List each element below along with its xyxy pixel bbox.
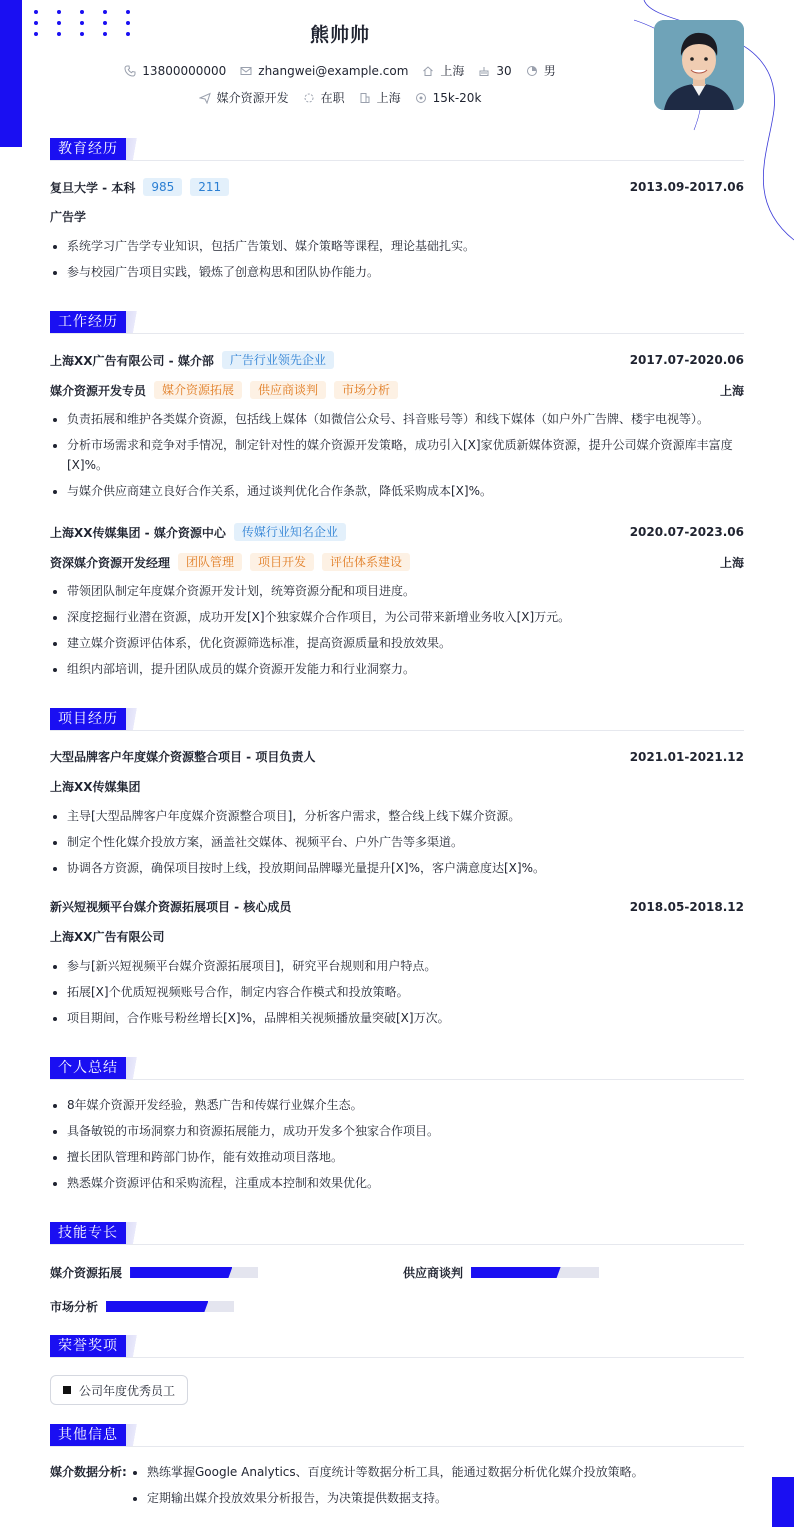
email-text: zhangwei@example.com [258, 63, 409, 78]
job-period: 2017.07-2020.06 [629, 353, 744, 367]
age-item [478, 64, 511, 78]
section-title [50, 138, 744, 160]
project-period: 2021.01-2021.12 [629, 749, 744, 764]
phone-text: 13800000000 [142, 63, 227, 78]
skill-name: 媒介资源拓展 [50, 1266, 123, 1280]
job-period: 2020.07-2023.06 [629, 525, 744, 539]
skills-section [50, 1222, 744, 1314]
building-icon [359, 92, 371, 104]
list-item: 负责拓展和维护各类媒介资源，包括线上媒体（如微信公众号、抖音账号等）和线下媒体（如户外广告牌、楼宇电视等）。 [50, 409, 744, 429]
cake-icon [478, 65, 490, 77]
project-header-row [50, 898, 744, 915]
target-city-text: 上海 [376, 91, 401, 105]
list-item: 组织内部培训，提升团队成员的媒介资源开发能力和行业洞察力。 [50, 659, 744, 679]
status-text: 在职 [320, 91, 345, 105]
work-section [50, 311, 744, 676]
list-item: 参与[新兴短视频平台媒介资源拓展项目]，研究平台规则和用户特点。 [50, 956, 744, 976]
contact-row [0, 62, 680, 79]
section-title [50, 708, 744, 730]
skill-name: 市场分析 [50, 1300, 99, 1314]
section-title [50, 1335, 744, 1357]
section-title-label: 技能专长 [50, 1222, 126, 1244]
candidate-name: 熊帅帅 [309, 24, 370, 46]
target-city-item [359, 89, 401, 106]
gender-icon [526, 65, 538, 77]
project-org: 上海XX传媒集团 [50, 780, 141, 794]
list-item: 分析市场需求和竞争对手情况，制定针对性的媒介资源开发策略，成功引入[X]家优质新媒体资源，提升公司媒介资源库丰富度[X]%。 [50, 435, 744, 475]
job-target-text: 媒介资源开发 [216, 91, 289, 105]
resume-header [0, 0, 794, 125]
list-item: 系统学习广告学专业知识，包括广告策划、媒介策略等课程，理论基础扎实。 [50, 236, 744, 256]
skill-bar-fill [471, 1267, 561, 1278]
role-tag: 评估体系建设 [322, 553, 410, 571]
list-item: 制定个性化媒介投放方案，涵盖社交媒体、视频平台、户外广告等多渠道。 [50, 832, 744, 852]
project-name: 大型品牌客户年度媒介资源整合项目 - 项目负责人 [50, 750, 316, 764]
skill-bar [130, 1267, 258, 1278]
list-item: 具备敏锐的市场洞察力和资源拓展能力，成功开发多个独家合作项目。 [50, 1121, 744, 1141]
company-name: 上海XX传媒集团 - 媒介资源中心 [50, 525, 226, 540]
major-name: 广告学 [50, 210, 87, 224]
company-tag: 广告行业领先企业 [222, 351, 334, 369]
skill-bar-fill [106, 1301, 208, 1312]
location-item [422, 62, 464, 79]
job-role-row [50, 381, 744, 399]
project-org: 上海XX广告有限公司 [50, 930, 165, 944]
list-item: 深度挖掘行业潜在资源，成功开发[X]个独家媒介合作项目，为公司带来新增业务收入[X]万元。 [50, 607, 744, 627]
summary-bullets [50, 1095, 744, 1199]
section-title [50, 1057, 744, 1079]
list-item: 项目期间，合作账号粉丝增长[X]%，品牌相关视频播放量突破[X]万次。 [50, 1008, 744, 1028]
section-title-label: 个人总结 [50, 1057, 126, 1079]
project-org-row [50, 778, 744, 795]
project-name: 新兴短视频平台媒介资源拓展项目 - 核心成员 [50, 900, 292, 914]
section-title-label: 工作经历 [50, 311, 126, 333]
send-icon [199, 92, 211, 104]
email-item [240, 64, 408, 78]
project-header-row [50, 748, 744, 765]
job-bullets [50, 581, 744, 685]
mail-icon [240, 65, 252, 77]
job-target-item [199, 89, 289, 106]
section-divider [50, 1446, 744, 1447]
section-title-label: 项目经历 [50, 708, 126, 730]
list-item: 与媒介供应商建立良好合作关系，通过谈判优化合作条款，降低采购成本[X]%。 [50, 481, 744, 501]
right-accent-bar [772, 1477, 794, 1527]
major-row [50, 208, 744, 225]
section-divider [50, 333, 744, 334]
school-name: 复旦大学 - 本科 [50, 180, 136, 195]
project-org-row [50, 928, 744, 945]
skill-item [403, 1264, 599, 1281]
list-item: 参与校园广告项目实践，锻炼了创意构思和团队协作能力。 [50, 262, 744, 282]
project-bullets [50, 956, 744, 1034]
section-title-label: 荣誉奖项 [50, 1335, 126, 1357]
salary-item [415, 91, 482, 105]
education-section [50, 138, 744, 279]
job-header-row [50, 523, 744, 541]
list-item: 带领团队制定年度媒介资源开发计划，统筹资源分配和项目进度。 [50, 581, 744, 601]
education-period: 2013.09-2017.06 [629, 180, 744, 194]
age-text: 30 [496, 63, 512, 78]
education-header-row [50, 178, 744, 196]
summary-section [50, 1057, 744, 1190]
job-city: 上海 [719, 555, 744, 570]
company-tag: 传媒行业知名企业 [234, 523, 346, 541]
salary-text: 15k-20k [432, 90, 482, 105]
status-icon [303, 92, 315, 104]
list-item: 协调各方资源，确保项目按时上线，投放期间品牌曝光量提升[X]%，客户满意度达[X]%。 [50, 858, 744, 878]
skill-bar [471, 1267, 599, 1278]
role-tag: 媒介资源拓展 [154, 381, 242, 399]
section-divider [50, 1244, 744, 1245]
list-item: 主导[大型品牌客户年度媒介资源整合项目]，分析客户需求，整合线上线下媒介资源。 [50, 806, 744, 826]
job-role: 资深媒介资源开发经理 [50, 555, 171, 570]
list-item: 拓展[X]个优质短视频账号合作，制定内容合作模式和投放策略。 [50, 982, 744, 1002]
section-title [50, 311, 744, 333]
section-title-label: 教育经历 [50, 138, 126, 160]
award-chip [50, 1375, 188, 1405]
role-tag: 供应商谈判 [250, 381, 326, 399]
status-item [303, 89, 345, 106]
project-bullets [50, 806, 744, 884]
section-divider [50, 160, 744, 161]
section-title-label: 其他信息 [50, 1424, 126, 1446]
other-bullets [130, 1462, 744, 1514]
role-tag: 市场分析 [334, 381, 398, 399]
other-section [50, 1424, 744, 1505]
gender-item [526, 62, 556, 79]
gender-text: 男 [543, 64, 556, 78]
coin-icon [415, 92, 427, 104]
home-icon [422, 65, 434, 77]
list-item: 熟练掌握Google Analytics、百度统计等数据分析工具，能通过数据分析优化媒介投放策略。 [130, 1462, 744, 1482]
job-header-row [50, 351, 744, 369]
section-title [50, 1424, 744, 1446]
list-item: 定期输出媒介投放效果分析报告，为决策提供数据支持。 [130, 1488, 744, 1508]
role-tag: 团队管理 [178, 553, 242, 571]
honors-section [50, 1335, 744, 1398]
project-period: 2018.05-2018.12 [629, 899, 744, 914]
list-item: 熟悉媒介资源评估和采购流程，注重成本控制和效果优化。 [50, 1173, 744, 1193]
role-tag: 项目开发 [250, 553, 314, 571]
company-name: 上海XX广告有限公司 - 媒介部 [50, 353, 214, 368]
section-divider [50, 730, 744, 731]
other-label: 媒介数据分析: [50, 1465, 127, 1479]
job-role: 媒介资源开发专员 [50, 383, 147, 398]
job-role-row [50, 553, 744, 571]
job-city: 上海 [719, 383, 744, 398]
square-bullet-icon [63, 1386, 71, 1394]
school-tag: 211 [190, 178, 229, 196]
award-name: 公司年度优秀员工 [79, 1383, 176, 1398]
job-intent-row [0, 89, 680, 106]
list-item: 建立媒介资源评估体系，优化资源筛选标准，提高资源质量和投放效果。 [50, 633, 744, 653]
location-text: 上海 [440, 64, 465, 78]
job-bullets [50, 409, 744, 507]
section-divider [50, 1357, 744, 1358]
school-tag: 985 [143, 178, 182, 196]
education-bullets [50, 236, 744, 288]
section-title [50, 1222, 744, 1244]
skill-item [50, 1264, 258, 1281]
skill-item [50, 1298, 234, 1315]
phone-item [124, 64, 226, 78]
section-divider [50, 1079, 744, 1080]
skill-bar [106, 1301, 234, 1312]
projects-section [50, 708, 744, 1025]
profile-photo [654, 20, 744, 110]
list-item: 8年媒介资源开发经验，熟悉广告和传媒行业媒介生态。 [50, 1095, 744, 1115]
skill-name: 供应商谈判 [403, 1266, 464, 1280]
phone-icon [124, 65, 136, 77]
skill-bar-fill [130, 1267, 232, 1278]
list-item: 擅长团队管理和跨部门协作，能有效推动项目落地。 [50, 1147, 744, 1167]
